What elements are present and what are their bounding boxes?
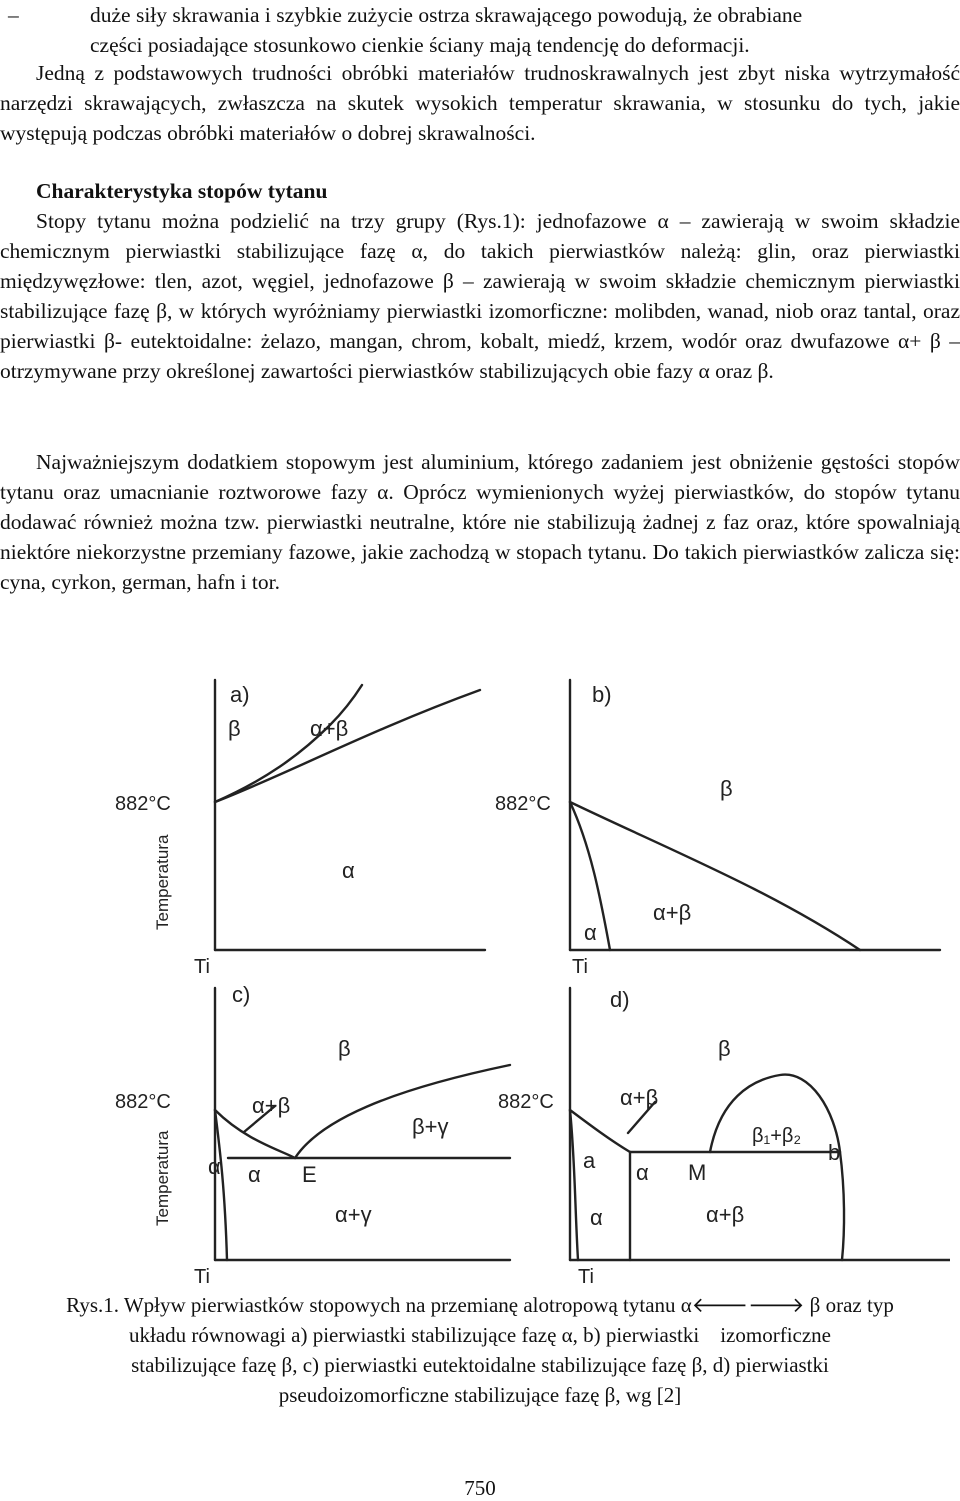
caption-line-1: Rys.1. Wpływ pierwiastków stopowych na przemianę alotropową tytanu α🡐🡒 β oraz typ [66,1293,894,1317]
bullet-text-line-1: duże siły skrawania i szybkie zużycie ostrza skrawającego powodują, że obrabiane [90,3,803,27]
diagram-c-ti: Ti [194,1266,210,1288]
diagram-b-label: b) [592,682,612,707]
phase-diagrams-figure [70,670,950,1290]
diagram-d-beta1-beta2: β₁+β₂ [752,1125,802,1147]
intro-paragraph: Jedną z podstawowych trudności obróbki materiałów trudnoskrawalnych jest zbyt niska wytrzymałość narzędzi skrawających, zwłaszcza na skutek wysokich temperatur skrawania, w stosunku do tych, jakie występują podczas obróbki materiałów o dobrej skrawalności. [0,61,960,145]
bullet-dash: – [8,3,19,27]
diagram-c-beta: β [338,1036,351,1061]
diagram-a-beta: β [228,716,241,741]
diagram-c-alpha-gamma: α+γ [335,1202,372,1227]
diagram-d-lines [570,988,950,1260]
diagram-d-label: d) [610,987,630,1012]
diagram-d-alpha-beta-low: α+β [706,1202,745,1227]
diagram-b-beta: β [720,776,733,801]
diagram-c-eutectoid: E [302,1162,317,1187]
diagram-b-ti: Ti [572,956,588,978]
diagram-d-ti: Ti [578,1266,594,1288]
diagram-d-point-m: M [688,1160,707,1185]
section-paragraph-1: Stopy tytanu można podzielić na trzy grupy (Rys.1): jednofazowe α – zawierają w swoim składzie chemicznym pierwiastki stabilizujące fazę α, do takich pierwiastków należą: glin, oraz pierwiastki międzywęzłowe: tlen, azot, węgiel, jednofazowe β – zawierają w swoim składzie chemicznym pierwiastki stabilizujące fazę β, w których wyróżniamy pierwiastki izomorficzne: molibden, wanad, niob oraz tantal, oraz pierwiastki β- eutektoidalne: żelazo, mangan, chrom, kobalt, miedź, krzem, wodór oraz dwufazowe α+ β – otrzymywane przy określonej zawartości pierwiastków stabilizujących obie fazy α oraz β. [0,209,960,383]
diagram-d-alpha-low: α [590,1205,603,1230]
diagram-c-alpha-left: α [208,1154,221,1179]
diagram-b-lines [570,680,940,950]
diagram-d-alpha-mid: α [636,1160,649,1185]
diagram-d-beta: β [718,1036,731,1061]
diagram-a-alpha-beta: α+β [310,716,349,741]
diagram-c-label: c) [232,982,251,1007]
diagram-a-alpha: α [342,858,355,883]
section-paragraph-2: Najważniejszym dodatkiem stopowym jest aluminium, którego zadaniem jest obniżenie gęstości stopów tytanu oraz umacnianie roztworowe fazy α. Oprócz wymienionych wyżej pierwiastków, do stopów tytanu dodawać również można tzw. pierwiastki neutralne, które nie stabilizują żadnej z faz oraz, które spowalniają niektóre niekorzystne przemiany fazowe, jakie zachodzą w stopach tytanu. Do takich pierwiastków zalicza się: cyna, cyrkon, german, hafn i tor. [0,450,960,594]
diagram-d-point-a: a [583,1148,596,1173]
section-heading: Charakterystyka stopów tytanu [36,179,328,203]
bullet-text-line-2: części posiadające stosunkowo cienkie ściany mają tendencję do deformacji. [90,33,750,57]
diagram-c-alpha: α [248,1162,261,1187]
caption-line-2: układu równowagi a) pierwiastki stabilizujące fazę α, b) pierwiastki izomorficzne [129,1323,831,1347]
diagram-d-temp: 882°C [498,1091,554,1113]
diagram-c-beta-gamma: β+γ [412,1114,449,1139]
phase-diagrams-svg [70,670,950,1290]
figure-caption [0,1290,960,1410]
y-axis-label-top: Temperatura [153,834,172,930]
diagram-a-temp: 882°C [115,793,171,815]
diagram-a-label: a) [230,682,250,707]
diagram-c-temp: 882°C [115,1091,171,1113]
diagram-a-ti: Ti [194,956,210,978]
caption-line-4: pseudoizomorficzne stabilizujące fazę β, wg [2] [278,1383,682,1407]
diagram-b-alpha-beta: α+β [653,900,692,925]
diagram-c-alpha-beta: α+β [252,1093,291,1118]
page-number: 750 [464,1476,496,1500]
diagram-a-lines [215,680,485,950]
caption-line-3: stabilizujące fazę β, c) pierwiastki eutektoidalne stabilizujące fazę β, d) pierwiastki [131,1353,829,1377]
diagram-b-alpha: α [584,920,597,945]
diagram-d-alpha-beta-top: α+β [620,1085,659,1110]
y-axis-label-bottom: Temperatura [153,1130,172,1226]
diagram-b-temp: 882°C [495,793,551,815]
diagram-d-point-b: b [828,1140,841,1165]
